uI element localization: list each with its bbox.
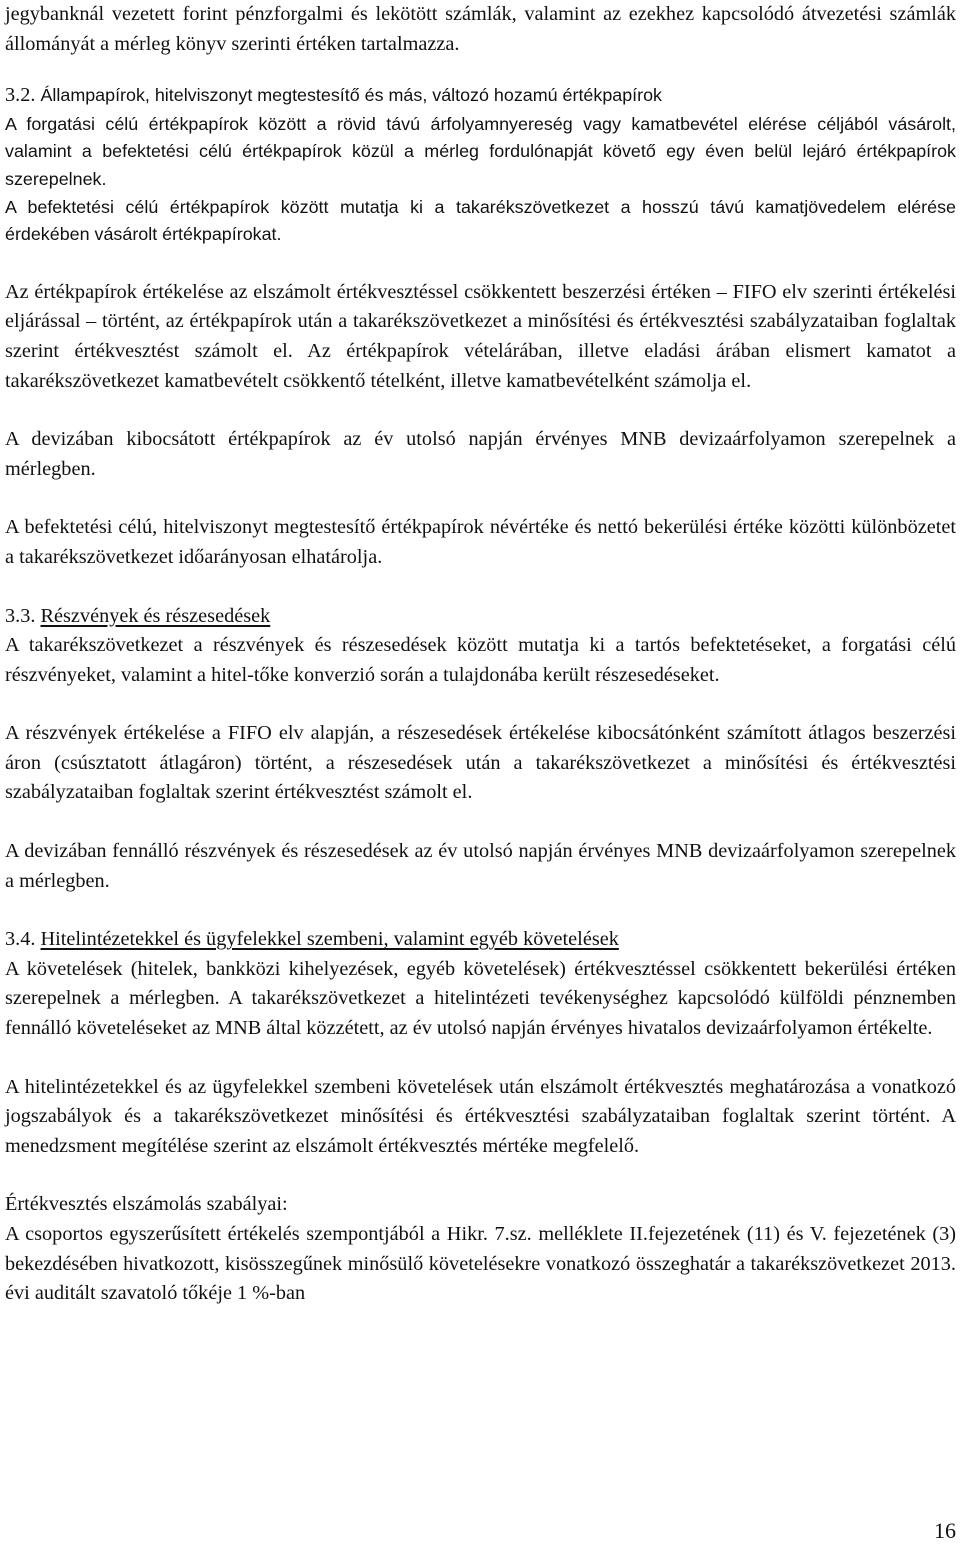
section-3-4-paragraph-3: A csoportos egyszerűsített értékelés szempontjából a Hikr. 7.sz. melléklete II.fejezetének (11) és V. fejezetének (3) bekezdésében hivatkozott, kisösszegűnek minősülő követelésekre vonatkozó összeghatár a takarékszövetkezet 2013. évi auditált szavatoló tőkéje 1 %-ban [5,1223,956,1305]
document-page [5,0,956,1309]
section-3-4-heading [5,925,956,955]
section-3-2-paragraph-3: Az értékpapírok értékelése az elszámolt értékvesztéssel csökkentett beszerzési értéken – FIFO elv szerinti értékelési eljárással – történt, az értékpapírok után a takarékszövetkezet a minősítési és értékvesztési szabályzataiban foglaltak szerint értékvesztést számolt el. Az értékpapírok vételárában, illetve eladási árában elismert kamatot a takarékszövetkezet kamatbevételt csökkentő tételként, illetve kamatbevételként számolja el. [5,280,956,392]
impairment-rules-heading: Értékvesztés elszámolás szabályai: [5,1193,288,1216]
section-3-2-title: Állampapírok, hitelviszonyt megtestesítő és más, változó hozamú értékpapírok [40,85,662,106]
section-3-2-paragraph-4: A devizában kibocsátott értékpapírok az év utolsó napján érvényes MNB devizaárfolyamon szerepelnek a mérlegben. [5,428,956,480]
page-number: 16 [934,1518,956,1543]
section-3-4-number: 3.4. [5,928,36,951]
section-3-4-paragraph-1: A követelések (hitelek, bankközi kihelyezések, egyéb követelések) értékvesztéssel csökkentett bekerülési értéken szerepelnek a mérlegben. A takarékszövetkezet a hitelintézeti tevékenységhez kapcsolódó külföldi pénznemben fennálló követeléseket az MNB által közzétett, az év utolsó napján érvényes hivatalos devizaárfolyamon értékelte. [5,957,956,1040]
section-3-3-paragraph-3: A devizában fennálló részvények és részesedések az év utolsó napján érvényes MNB devizaárfolyamon szerepelnek a mérlegben. [5,840,956,892]
section-3-2-number: 3.2. [5,84,36,107]
section-3-4-paragraph-2: A hitelintézetekkel és az ügyfelekkel szembeni követelések után elszámolt értékvesztés meghatározása a vonatkozó jogszabályok és a takarékszövetkezet minősítési és értékvesztési szabályzataiban foglaltak szerint történt. A menedzsment megítélése szerint az elszámolt értékvesztés mértéke megfelelő. [5,1075,956,1157]
section-3-3-number: 3.3. [5,604,36,627]
section-3-3-paragraph-1: A takarékszövetkezet a részvények és részesedések között mutatja ki a tartós befektetéseket, a forgatási célú részvényeket, valamint a hitel-tőke konverzió során a tulajdonába került részesedéseket. [5,634,956,686]
section-3-2-paragraph-5: A befektetési célú, hitelviszonyt megtestesítő értékpapírok névértéke és nettó bekerülési értéke közötti különbözetet a takarékszövetkezet időarányosan elhatárolja. [5,516,956,568]
section-3-2-paragraph-1: A forgatási célú értékpapírok között a rövid távú árfolyamnyereség vagy kamatbevétel elérése céljából vásárolt, valamint a befektetési célú értékpapírok közül a mérleg fordulónapját követő egy éven belül lejáró értékpapírok szerepelnek. [5,113,956,189]
section-3-2-heading [5,81,956,111]
intro-paragraph: jegybanknál vezetett forint pénzforgalmi és lekötött számlák, valamint az ezekhez kapcsolódó átvezetési számlák állományát a mérleg könyv szerinti értéken tartalmazza. [5,3,956,55]
section-3-3-paragraph-2: A részvények értékelése a FIFO elv alapján, a részesedések értékelése kibocsátónként számított átlagos beszerzési áron (csúsztatott átlagáron) történt, a részesedések után a takarékszövetkezet a minősítési és értékvesztési szabályzataiban foglaltak szerint értékvesztést számolt el. [5,722,956,804]
section-3-3-title: Részvények és részesedések [40,604,271,627]
section-3-2-paragraph-2: A befektetési célú értékpapírok között mutatja ki a takarékszövetkezet a hosszú távú kamatjövedelem elérése érdekében vásárolt értékpapírokat. [5,196,956,245]
section-3-3-heading [5,602,956,632]
section-3-4-title: Hitelintézetekkel és ügyfelekkel szembeni, valamint egyéb követelések [40,928,619,951]
